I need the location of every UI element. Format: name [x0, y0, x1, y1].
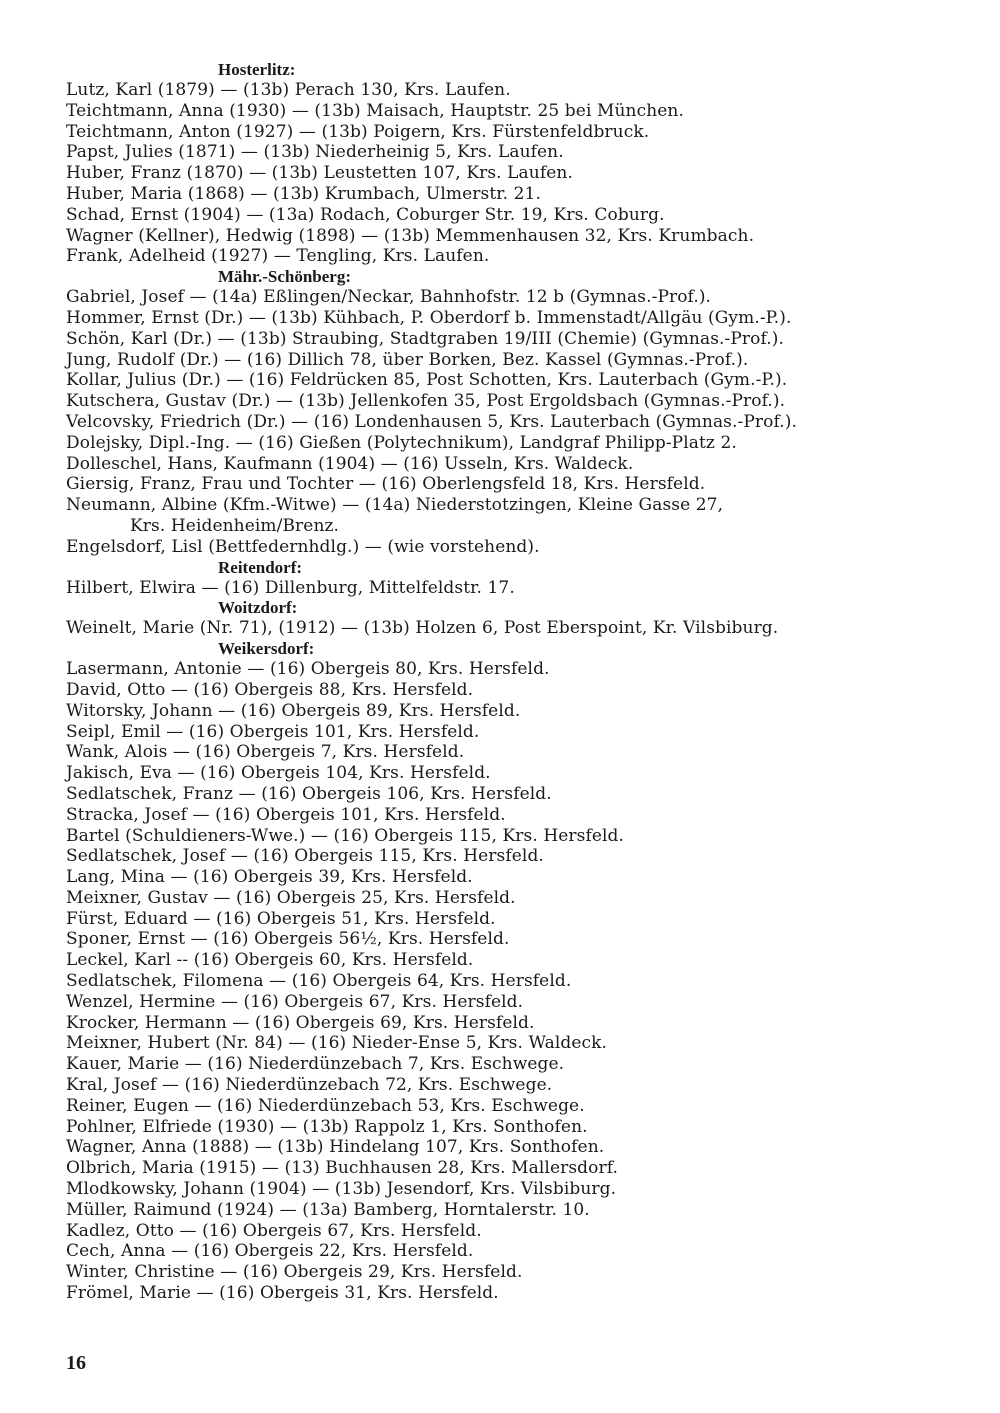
- entry: Olbrich, Maria (1915) — (13) Buchhausen 28, Krs. Mallersdorf.: [66, 1158, 619, 1179]
- entry: Frank, Adelheid (1927) — Tengling, Krs. Laufen.: [66, 246, 490, 267]
- entry: Stracka, Josef — (16) Obergeis 101, Krs. Hersfeld.: [66, 804, 506, 825]
- entry: Leckel, Karl -- (16) Obergeis 60, Krs. Hersfeld.: [66, 950, 474, 971]
- entry: Huber, Maria (1868) — (13b) Krumbach, Ulmerstr. 21.: [66, 183, 541, 204]
- entry: Lang, Mina — (16) Obergeis 39, Krs. Hersfeld.: [66, 867, 473, 888]
- entry: Mlodkowsky, Johann (1904) — (13b) Jesendorf, Krs. Vilsbiburg.: [66, 1179, 617, 1200]
- section-heading: Reitendorf:: [218, 557, 303, 577]
- section-heading: Woitzdorf:: [218, 598, 298, 618]
- entry: Lasermann, Antonie — (16) Obergeis 80, Krs. Hersfeld.: [66, 659, 550, 680]
- entry: Wagner, Anna (1888) — (13b) Hindelang 107, Krs. Sonthofen.: [66, 1137, 605, 1158]
- directory-listing: [66, 60, 966, 1304]
- entry: Velcovsky, Friedrich (Dr.) — (16) Londenhausen 5, Krs. Lauterbach (Gymnas.-Prof.).: [66, 411, 797, 432]
- entry: Fürst, Eduard — (16) Obergeis 51, Krs. Hersfeld.: [66, 908, 496, 929]
- entry: Hilbert, Elwira — (16) Dillenburg, Mittelfeldstr. 17.: [66, 577, 515, 598]
- entry: Sedlatschek, Josef — (16) Obergeis 115, Krs. Hersfeld.: [66, 846, 544, 867]
- entry: Sedlatschek, Filomena — (16) Obergeis 64, Krs. Hersfeld.: [66, 971, 572, 992]
- entry: Gabriel, Josef — (14a) Eßlingen/Neckar, Bahnhofstr. 12 b (Gymnas.-Prof.).: [66, 287, 712, 308]
- entry: Giersig, Franz, Frau und Tochter — (16) Oberlengsfeld 18, Krs. Hersfeld.: [66, 474, 706, 495]
- entry: Hommer, Ernst (Dr.) — (13b) Kühbach, P. Oberdorf b. Immenstadt/Allgäu (Gym.-P.).: [66, 307, 792, 328]
- entry: Winter, Christine — (16) Obergeis 29, Krs. Hersfeld.: [66, 1262, 523, 1283]
- entry: Bartel (Schuldieners-Wwe.) — (16) Obergeis 115, Krs. Hersfeld.: [66, 825, 625, 846]
- entry: Wank, Alois — (16) Obergeis 7, Krs. Hersfeld.: [66, 742, 465, 763]
- entry: Meixner, Hubert (Nr. 84) — (16) Nieder-Ense 5, Krs. Waldeck.: [66, 1033, 608, 1054]
- entry: Sponer, Ernst — (16) Obergeis 56½, Krs. Hersfeld.: [66, 929, 510, 950]
- section-reitendorf: [66, 558, 966, 599]
- entry: Engelsdorf, Lisl (Bettfedernhdlg.) — (wie vorstehend).: [66, 536, 540, 557]
- entry: Krocker, Hermann — (16) Obergeis 69, Krs. Hersfeld.: [66, 1012, 535, 1033]
- entry: Schad, Ernst (1904) — (13a) Rodach, Coburger Str. 19, Krs. Coburg.: [66, 204, 665, 225]
- section-maehr-schoenberg: [66, 267, 966, 557]
- entry: Huber, Franz (1870) — (13b) Leustetten 107, Krs. Laufen.: [66, 163, 573, 184]
- entry: Sedlatschek, Franz — (16) Obergeis 106, Krs. Hersfeld.: [66, 783, 552, 804]
- entry: Meixner, Gustav — (16) Obergeis 25, Krs. Hersfeld.: [66, 887, 516, 908]
- entry: Wenzel, Hermine — (16) Obergeis 67, Krs. Hersfeld.: [66, 991, 524, 1012]
- entry: Kutschera, Gustav (Dr.) — (13b) Jellenkofen 35, Post Ergoldsbach (Gymnas.-Prof.).: [66, 391, 786, 412]
- entry: Weinelt, Marie (Nr. 71), (1912) — (13b) Holzen 6, Post Eberspoint, Kr. Vilsbiburg.: [66, 618, 779, 639]
- entry: David, Otto — (16) Obergeis 88, Krs. Hersfeld.: [66, 679, 474, 700]
- section-heading: Mähr.-Schönberg:: [218, 267, 352, 287]
- entry: Teichtmann, Anna (1930) — (13b) Maisach, Hauptstr. 25 bei München.: [66, 100, 684, 121]
- page-number: 16: [66, 1352, 86, 1374]
- entry: Dolleschel, Hans, Kaufmann (1904) — (16) Usseln, Krs. Waldeck.: [66, 453, 634, 474]
- entry: Schön, Karl (Dr.) — (13b) Straubing, Stadtgraben 19/III (Chemie) (Gymnas.-Prof.).: [66, 328, 784, 349]
- entry: Witorsky, Johann — (16) Obergeis 89, Krs. Hersfeld.: [66, 700, 521, 721]
- section-woitzdorf: [66, 598, 966, 639]
- section-heading: Weikersdorf:: [218, 639, 315, 659]
- entry: Seipl, Emil — (16) Obergeis 101, Krs. Hersfeld.: [66, 721, 480, 742]
- entry: Frömel, Marie — (16) Obergeis 31, Krs. Hersfeld.: [66, 1283, 499, 1304]
- entry: Müller, Raimund (1924) — (13a) Bamberg, Horntalerstr. 10.: [66, 1199, 590, 1220]
- section-weikersdorf: [66, 639, 966, 1304]
- entry: Kollar, Julius (Dr.) — (16) Feldrücken 85, Post Schotten, Krs. Lauterbach (Gym.-P.).: [66, 370, 788, 391]
- entry: Wagner (Kellner), Hedwig (1898) — (13b) Memmenhausen 32, Krs. Krumbach.: [66, 225, 755, 246]
- entry-continuation: Krs. Heidenheim/Brenz.: [130, 515, 340, 536]
- entry: Lutz, Karl (1879) — (13b) Perach 130, Krs. Laufen.: [66, 80, 511, 100]
- entry: Kral, Josef — (16) Niederdünzebach 72, Krs. Eschwege.: [66, 1075, 553, 1096]
- entry: Teichtmann, Anton (1927) — (13b) Poigern, Krs. Fürstenfeldbruck.: [66, 121, 650, 142]
- entry: Dolejsky, Dipl.-Ing. — (16) Gießen (Polytechnikum), Landgraf Philipp-Platz 2.: [66, 432, 737, 453]
- entry: Kadlez, Otto — (16) Obergeis 67, Krs. Hersfeld.: [66, 1220, 482, 1241]
- entry: Kauer, Marie — (16) Niederdünzebach 7, Krs. Eschwege.: [66, 1054, 565, 1075]
- entry: Papst, Julies (1871) — (13b) Niederheinig 5, Krs. Laufen.: [66, 142, 564, 163]
- entry: Reiner, Eugen — (16) Niederdünzebach 53, Krs. Eschwege.: [66, 1095, 585, 1116]
- entry: Cech, Anna — (16) Obergeis 22, Krs. Hersfeld.: [66, 1241, 474, 1262]
- section-heading: Hosterlitz:: [218, 60, 296, 79]
- entry: Neumann, Albine (Kfm.-Witwe) — (14a) Niederstotzingen, Kleine Gasse 27,: [66, 495, 724, 516]
- section-hosterlitz: [66, 60, 966, 267]
- entry: Jakisch, Eva — (16) Obergeis 104, Krs. Hersfeld.: [66, 763, 491, 784]
- entry: Jung, Rudolf (Dr.) — (16) Dillich 78, über Borken, Bez. Kassel (Gymnas.-Prof.).: [66, 349, 749, 370]
- entry: Pohlner, Elfriede (1930) — (13b) Rappolz 1, Krs. Sonthofen.: [66, 1116, 588, 1137]
